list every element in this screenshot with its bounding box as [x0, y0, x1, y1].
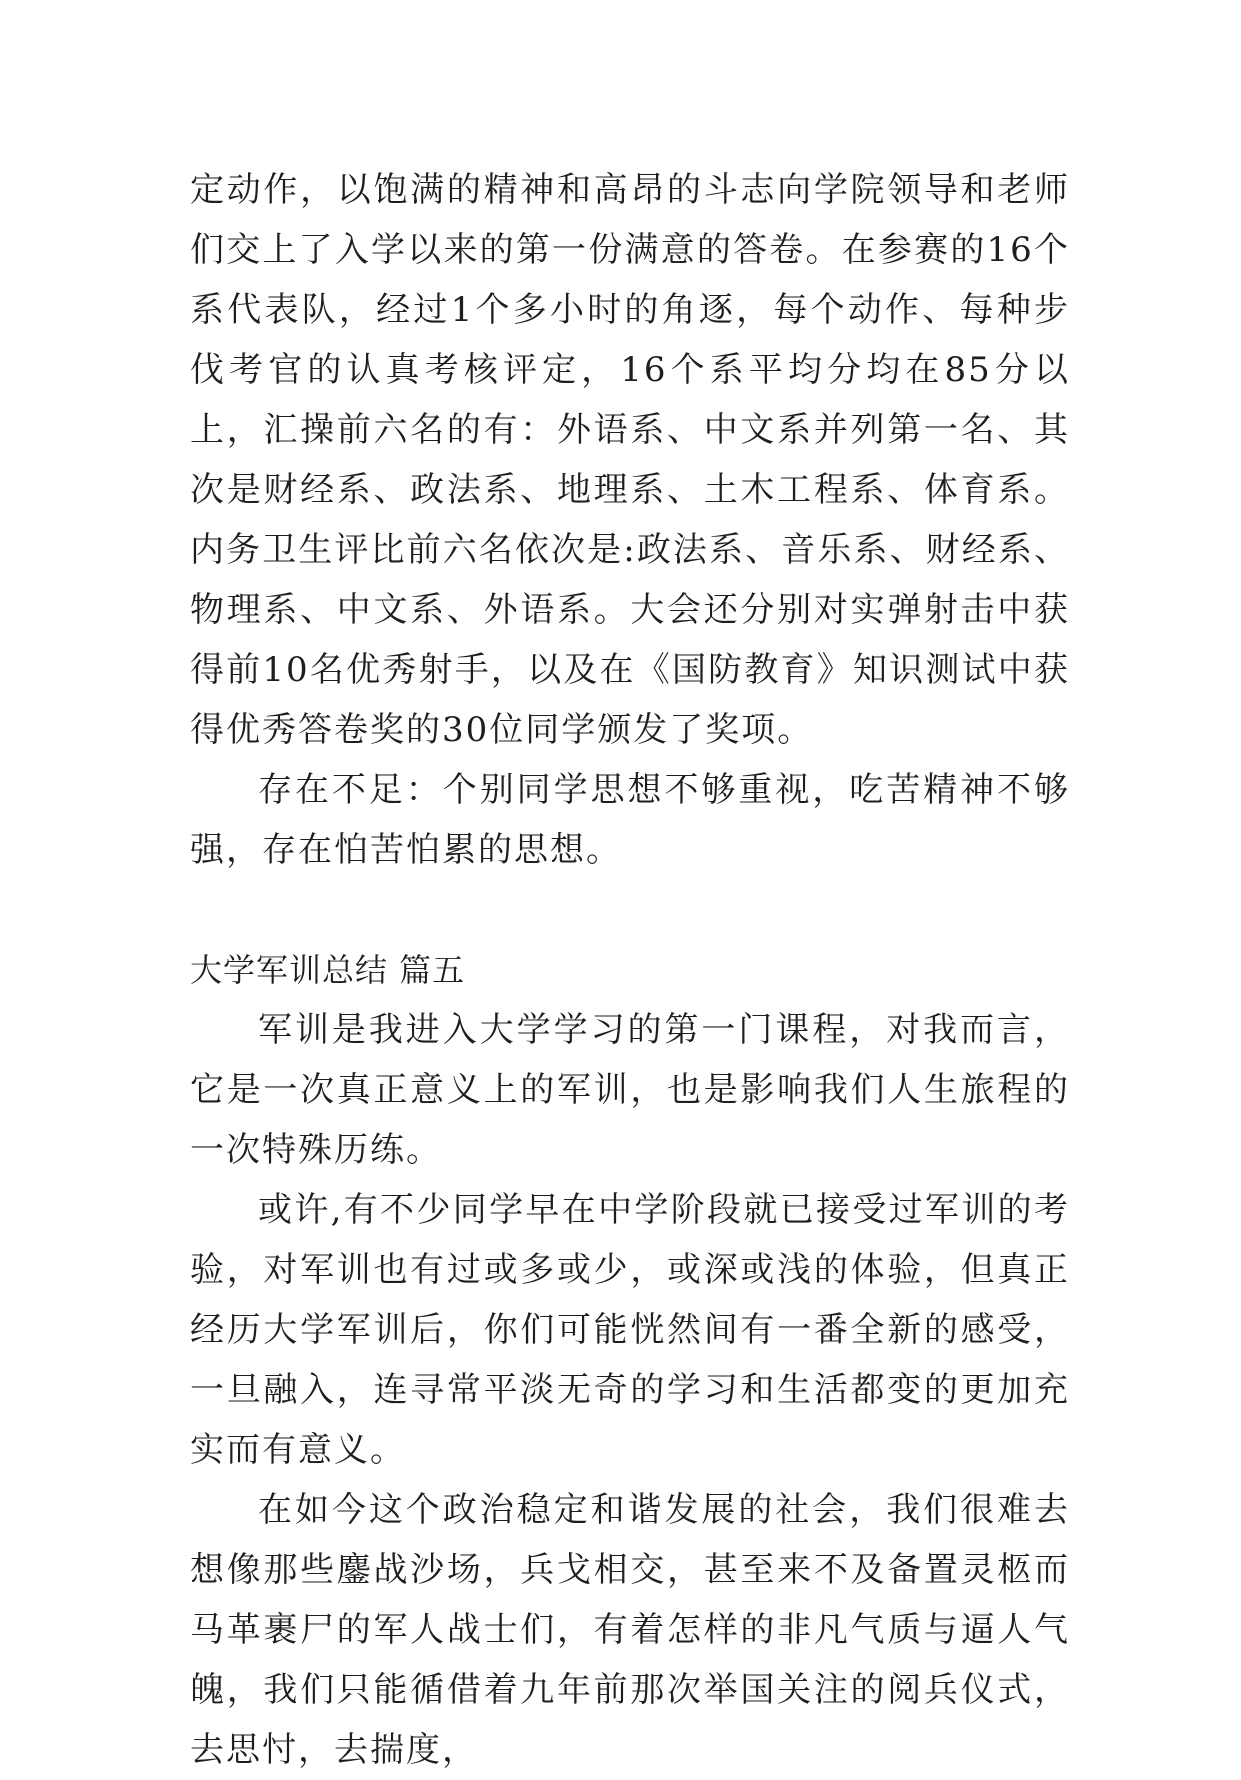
paragraph-continuation: 定动作，以饱满的精神和高昂的斗志向学院领导和老师们交上了入学以来的第一份满意的答卷。在参赛的16个系代表队，经过1个多小时的角逐，每个动作、每种步伐考官的认真考核评定，16个系平均分均在85分以上，汇操前六名的有：外语系、中文系并列第一名、其次是财经系、政法系、地理系、土木工程系、体育系。内务卫生评比前六名依次是:政法系、音乐系、财经系、物理系、中文系、外语系。大会还分别对实弹射击中获得前10名优秀射手，以及在《国防教育》知识测试中获得优秀答卷奖的30位同学颁发了奖项。: [190, 170, 1070, 750]
paragraph-shortcomings: 存在不足：个别同学思想不够重视，吃苦精神不够强，存在怕苦怕累的思想。: [190, 770, 1070, 870]
blank-line: [190, 880, 1070, 940]
paragraph-2: 或许,有不少同学早在中学阶段就已接受过军训的考验，对军训也有过或多或少，或深或浅的体验，但真正经历大学军训后，你们可能恍然间有一番全新的感受，一旦融入，连寻常平淡无奇的学习和生活都变的更加充实而有意义。: [190, 1190, 1070, 1470]
document-body: [190, 160, 1070, 1780]
paragraph-1: 军训是我进入大学学习的第一门课程，对我而言，它是一次真正意义上的军训，也是影响我们人生旅程的一次特殊历练。: [190, 1010, 1070, 1170]
section-title: 大学军训总结 篇五: [190, 951, 466, 989]
paragraph-3: 在如今这个政治稳定和谐发展的社会，我们很难去想像那些鏖战沙场，兵戈相交，甚至来不及备置灵柩而马革裹尸的军人战士们，有着怎样的非凡气质与逼人气魄，我们只能循借着九年前那次举国关注的阅兵仪式，去思忖，去揣度，: [190, 1490, 1070, 1770]
